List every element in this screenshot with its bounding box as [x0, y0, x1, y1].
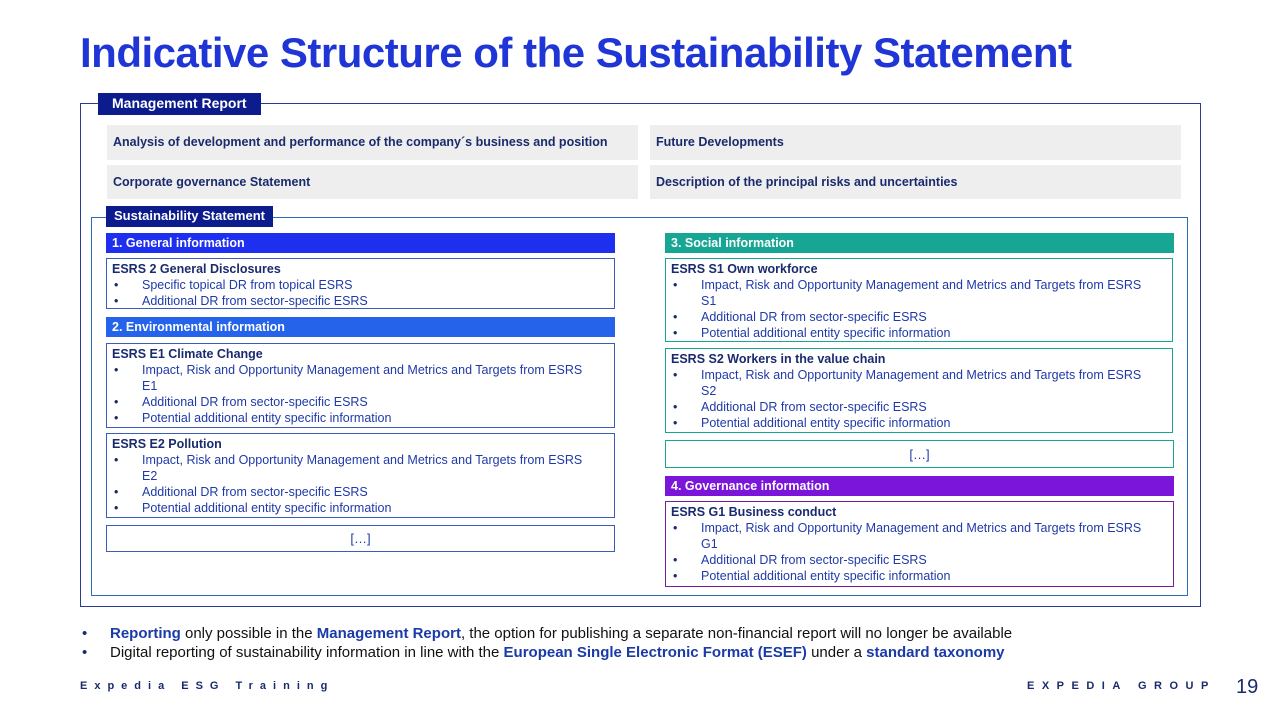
list-item: • Impact, Risk and Opportunity Management and Metrics and Targets from ESRS S2 [671, 367, 1143, 399]
social-more-placeholder: […] [665, 440, 1174, 468]
esrs-s1-card [665, 258, 1173, 342]
sustainability-statement-tag: Sustainability Statement [106, 206, 273, 227]
bullet-text: , the option for publishing a separate non-financial report will no longer be available [460, 625, 1013, 642]
list-item: • Impact, Risk and Opportunity Management and Metrics and Targets from ESRS G1 [671, 520, 1144, 552]
card-title: ESRS S1 Own workforce [671, 262, 818, 276]
management-report-tag: Management Report [98, 93, 261, 115]
footer-brand-label: EXPEDIA GROUP [1027, 680, 1216, 692]
mr-cell-future-developments: Future Developments [650, 125, 1181, 160]
mr-cell-principal-risks: Description of the principal risks and uncertainties [650, 165, 1181, 199]
general-information-header: 1. General information [106, 233, 615, 253]
list-item: • Additional DR from sector-specific ESRS [112, 484, 585, 500]
bullet-text: under a [806, 644, 867, 661]
list-item: • Impact, Risk and Opportunity Management and Metrics and Targets from ESRS S1 [671, 277, 1143, 309]
esrs-2-card [106, 258, 615, 309]
esrs-e1-card [106, 343, 615, 428]
card-title: ESRS S2 Workers in the value chain [671, 352, 886, 366]
list-item: • Impact, Risk and Opportunity Management and Metrics and Targets from ESRS E2 [112, 452, 585, 484]
environmental-more-placeholder: […] [106, 525, 615, 552]
card-title: ESRS G1 Business conduct [671, 505, 837, 519]
esrs-s2-card [665, 348, 1173, 433]
page-title: Indicative Structure of the Sustainability Statement [80, 29, 1072, 76]
esrs-g1-card [665, 501, 1174, 587]
social-information-header: 3. Social information [665, 233, 1174, 253]
esrs-e2-card [106, 433, 615, 518]
list-item: • Potential additional entity specific information [112, 410, 585, 426]
card-title: ESRS 2 General Disclosures [112, 262, 281, 276]
list-item: • Specific topical DR from topical ESRS [112, 277, 609, 293]
environmental-information-header: 2. Environmental information [106, 317, 615, 337]
list-item: • Potential additional entity specific information [112, 500, 585, 516]
page-number: 19 [1236, 676, 1259, 698]
highlight-management-report: Management Report [316, 625, 461, 642]
bullet-text: only possible in the [180, 625, 317, 642]
highlight-esef: European Single Electronic Format (ESEF) [503, 644, 807, 661]
mr-cell-corporate-governance: Corporate governance Statement [107, 165, 638, 199]
highlight-reporting: Reporting [110, 625, 181, 642]
highlight-standard-taxonomy: standard taxonomy [866, 644, 1005, 661]
governance-information-header: 4. Governance information [665, 476, 1174, 496]
list-item: • Additional DR from sector-specific ESRS [671, 309, 1143, 325]
footer-training-label: Expedia ESG Training [80, 680, 335, 692]
list-item: • Additional DR from sector-specific ESRS [112, 293, 609, 309]
mr-cell-analysis: Analysis of development and performance of the company´s business and position [107, 125, 638, 160]
card-title: ESRS E1 Climate Change [112, 347, 263, 361]
list-item: • Potential additional entity specific information [671, 325, 1143, 341]
list-item: • Additional DR from sector-specific ESRS [671, 552, 1144, 568]
key-points [80, 624, 1210, 662]
list-item: • Potential additional entity specific information [671, 415, 1143, 431]
list-item: • Additional DR from sector-specific ESRS [112, 394, 585, 410]
bullet-reporting [80, 624, 1210, 643]
bullet-digital-reporting [80, 643, 1210, 662]
list-item: • Additional DR from sector-specific ESRS [671, 399, 1143, 415]
bullet-text: Digital reporting of sustainability information in line with the [110, 644, 504, 661]
list-item: • Potential additional entity specific information [671, 568, 1144, 584]
list-item: • Impact, Risk and Opportunity Management and Metrics and Targets from ESRS E1 [112, 362, 585, 394]
card-title: ESRS E2 Pollution [112, 437, 222, 451]
